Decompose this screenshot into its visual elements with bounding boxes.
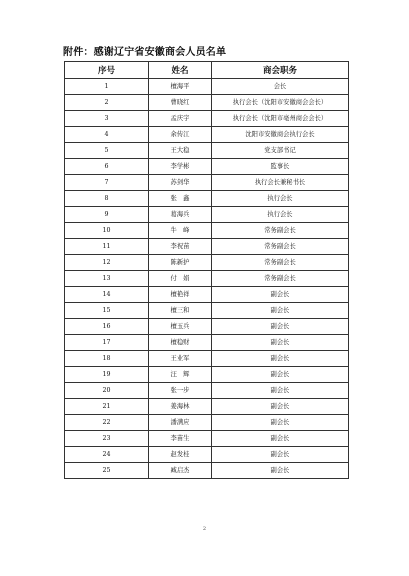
- cell-index: 22: [65, 415, 149, 431]
- cell-index: 6: [65, 159, 149, 175]
- document-title: 附件：感谢辽宁省安徽商会人员名单: [63, 47, 227, 58]
- cell-index: 23: [65, 431, 149, 447]
- cell-name: 汪 辉: [149, 367, 212, 383]
- cell-index: 16: [65, 319, 149, 335]
- cell-name: 檀稳财: [149, 335, 212, 351]
- table-row: [65, 367, 349, 383]
- cell-position: 常务副会长: [212, 223, 349, 239]
- table-row: [65, 319, 349, 335]
- cell-index: 3: [65, 111, 149, 127]
- header-index: 序号: [65, 62, 149, 79]
- cell-index: 4: [65, 127, 149, 143]
- cell-position: 常务副会长: [212, 239, 349, 255]
- cell-position: 副会长: [212, 463, 349, 479]
- cell-name: 陈新护: [149, 255, 212, 271]
- table-row: [65, 143, 349, 159]
- table-row: [65, 351, 349, 367]
- table-row: [65, 399, 349, 415]
- cell-name: 牛 峰: [149, 223, 212, 239]
- cell-index: 21: [65, 399, 149, 415]
- header-name: 姓名: [149, 62, 212, 79]
- cell-name: 王业军: [149, 351, 212, 367]
- cell-index: 12: [65, 255, 149, 271]
- header-position: 商会职务: [212, 62, 349, 79]
- cell-name: 潘满应: [149, 415, 212, 431]
- table-row: [65, 431, 349, 447]
- cell-position: 副会长: [212, 431, 349, 447]
- table-row: [65, 223, 349, 239]
- cell-position: 常务副会长: [212, 271, 349, 287]
- cell-position: 执行会长兼秘书长: [212, 175, 349, 191]
- cell-name: 李祝苗: [149, 239, 212, 255]
- cell-name: 苏剑华: [149, 175, 212, 191]
- table-row: [65, 415, 349, 431]
- cell-position: 副会长: [212, 351, 349, 367]
- table-row: [65, 335, 349, 351]
- cell-name: 付 娟: [149, 271, 212, 287]
- cell-name: 张一步: [149, 383, 212, 399]
- cell-index: 5: [65, 143, 149, 159]
- cell-name: 余传江: [149, 127, 212, 143]
- cell-index: 10: [65, 223, 149, 239]
- cell-index: 7: [65, 175, 149, 191]
- table-row: [65, 447, 349, 463]
- cell-position: 会长: [212, 79, 349, 95]
- cell-position: 副会长: [212, 383, 349, 399]
- table-row: [65, 159, 349, 175]
- cell-index: 11: [65, 239, 149, 255]
- cell-position: 常务副会长: [212, 255, 349, 271]
- table-body: [65, 79, 349, 479]
- table-row: [65, 303, 349, 319]
- cell-position: 执行会长: [212, 207, 349, 223]
- cell-name: 王大稳: [149, 143, 212, 159]
- cell-position: 执行会长（沈阳市亳州商会会长）: [212, 111, 349, 127]
- cell-index: 24: [65, 447, 149, 463]
- cell-position: 沈阳市安徽商会执行会长: [212, 127, 349, 143]
- table-row: [65, 127, 349, 143]
- table-row: [65, 207, 349, 223]
- cell-position: 副会长: [212, 367, 349, 383]
- cell-name: 葛海兵: [149, 207, 212, 223]
- cell-position: 副会长: [212, 399, 349, 415]
- cell-index: 13: [65, 271, 149, 287]
- cell-name: 赵发桂: [149, 447, 212, 463]
- cell-position: 副会长: [212, 303, 349, 319]
- cell-index: 19: [65, 367, 149, 383]
- cell-name: 檀海平: [149, 79, 212, 95]
- table-row: [65, 255, 349, 271]
- cell-position: 監事长: [212, 159, 349, 175]
- cell-index: 15: [65, 303, 149, 319]
- cell-name: 臧启杰: [149, 463, 212, 479]
- cell-position: 副会长: [212, 335, 349, 351]
- cell-position: 副会长: [212, 319, 349, 335]
- table-row: [65, 191, 349, 207]
- cell-name: 孟庆宇: [149, 111, 212, 127]
- page-number: 2: [202, 526, 207, 532]
- table-row: [65, 175, 349, 191]
- member-table: [64, 61, 349, 479]
- table-row: [65, 287, 349, 303]
- cell-name: 曹晓红: [149, 95, 212, 111]
- table-row: [65, 79, 349, 95]
- cell-name: 檀玉兵: [149, 319, 212, 335]
- cell-name: 姜海林: [149, 399, 212, 415]
- cell-index: 14: [65, 287, 149, 303]
- table-row: [65, 95, 349, 111]
- cell-index: 1: [65, 79, 149, 95]
- cell-index: 20: [65, 383, 149, 399]
- cell-index: 9: [65, 207, 149, 223]
- cell-name: 张 鑫: [149, 191, 212, 207]
- cell-position: 副会长: [212, 415, 349, 431]
- table-row: [65, 271, 349, 287]
- cell-position: 党支部书记: [212, 143, 349, 159]
- cell-name: 檀艳祥: [149, 287, 212, 303]
- cell-index: 25: [65, 463, 149, 479]
- cell-index: 2: [65, 95, 149, 111]
- table-header-row: [65, 62, 349, 79]
- cell-name: 李苗生: [149, 431, 212, 447]
- cell-position: 执行会长（沈阳市安徽商会会长）: [212, 95, 349, 111]
- table-row: [65, 111, 349, 127]
- cell-position: 执行会长: [212, 191, 349, 207]
- cell-position: 副会长: [212, 287, 349, 303]
- table-row: [65, 239, 349, 255]
- cell-position: 副会长: [212, 447, 349, 463]
- table-row: [65, 383, 349, 399]
- cell-index: 18: [65, 351, 149, 367]
- cell-name: 檀三和: [149, 303, 212, 319]
- cell-index: 8: [65, 191, 149, 207]
- table-row: [65, 463, 349, 479]
- cell-index: 17: [65, 335, 149, 351]
- cell-name: 李学彬: [149, 159, 212, 175]
